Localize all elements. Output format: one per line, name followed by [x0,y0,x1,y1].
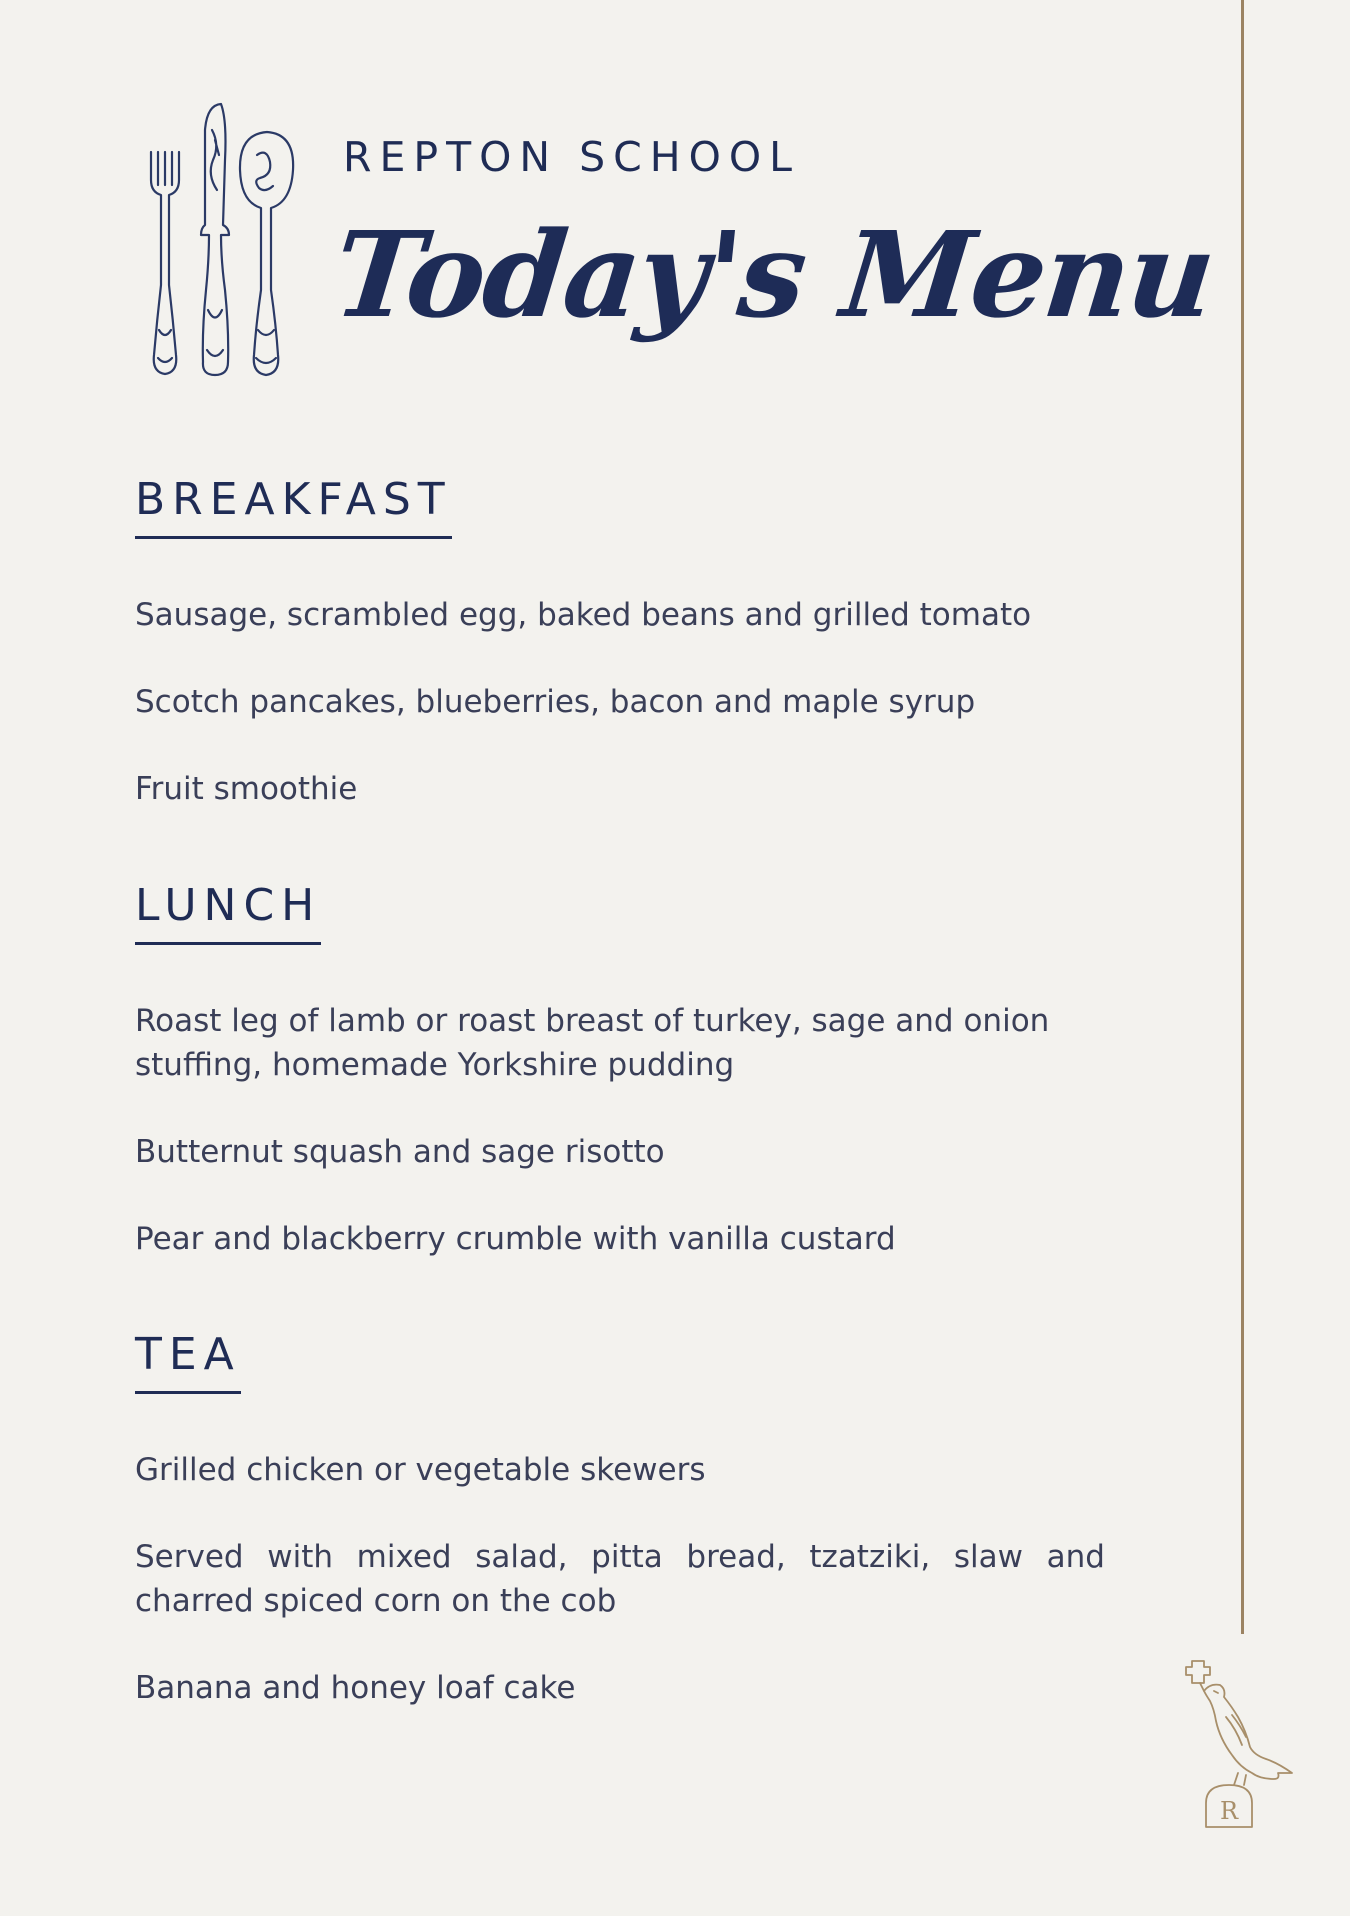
breakfast-items [135,593,1105,811]
menu-item: Butternut squash and sage risotto [135,1134,665,1170]
tea-section [135,1329,1105,1753]
section-heading-tea: TEA [135,1333,241,1394]
lunch-items [135,999,1105,1261]
lunch-section [135,880,1105,1304]
menu-item: Scotch pancakes, blueberries, bacon and maple syrup [135,684,976,720]
menu-item: Banana and honey loaf cake [135,1670,576,1706]
menu-item: Roast leg of lamb or roast breast of turkey, sage and onion stuffing, homemade Yorkshire pudding [135,1003,1050,1083]
menu-item: Grilled chicken or vegetable skewers [135,1452,706,1488]
section-heading-lunch: LUNCH [135,884,321,945]
fork-icon [151,152,179,374]
menu-item: Fruit smoothie [135,771,358,807]
vertical-divider [1241,0,1244,1634]
knife-icon [201,104,229,375]
bird-crest-icon [1180,1655,1300,1830]
cutlery-icon [145,100,295,380]
tea-items [135,1448,1105,1710]
school-name: REPTON SCHOOL [343,133,801,181]
menu-item: Served with mixed salad, pitta bread, tzatziki, slaw and charred spiced corn on the cob [135,1539,1105,1619]
crest-letter: R [1219,1797,1239,1825]
spoon-icon [240,132,293,375]
menu-item: Sausage, scrambled egg, baked beans and grilled tomato [135,597,1032,633]
section-heading-breakfast: BREAKFAST [135,478,452,539]
menu-item: Pear and blackberry crumble with vanilla custard [135,1221,896,1257]
page-title: Today's Menu [327,205,1220,344]
breakfast-section [135,474,1105,854]
